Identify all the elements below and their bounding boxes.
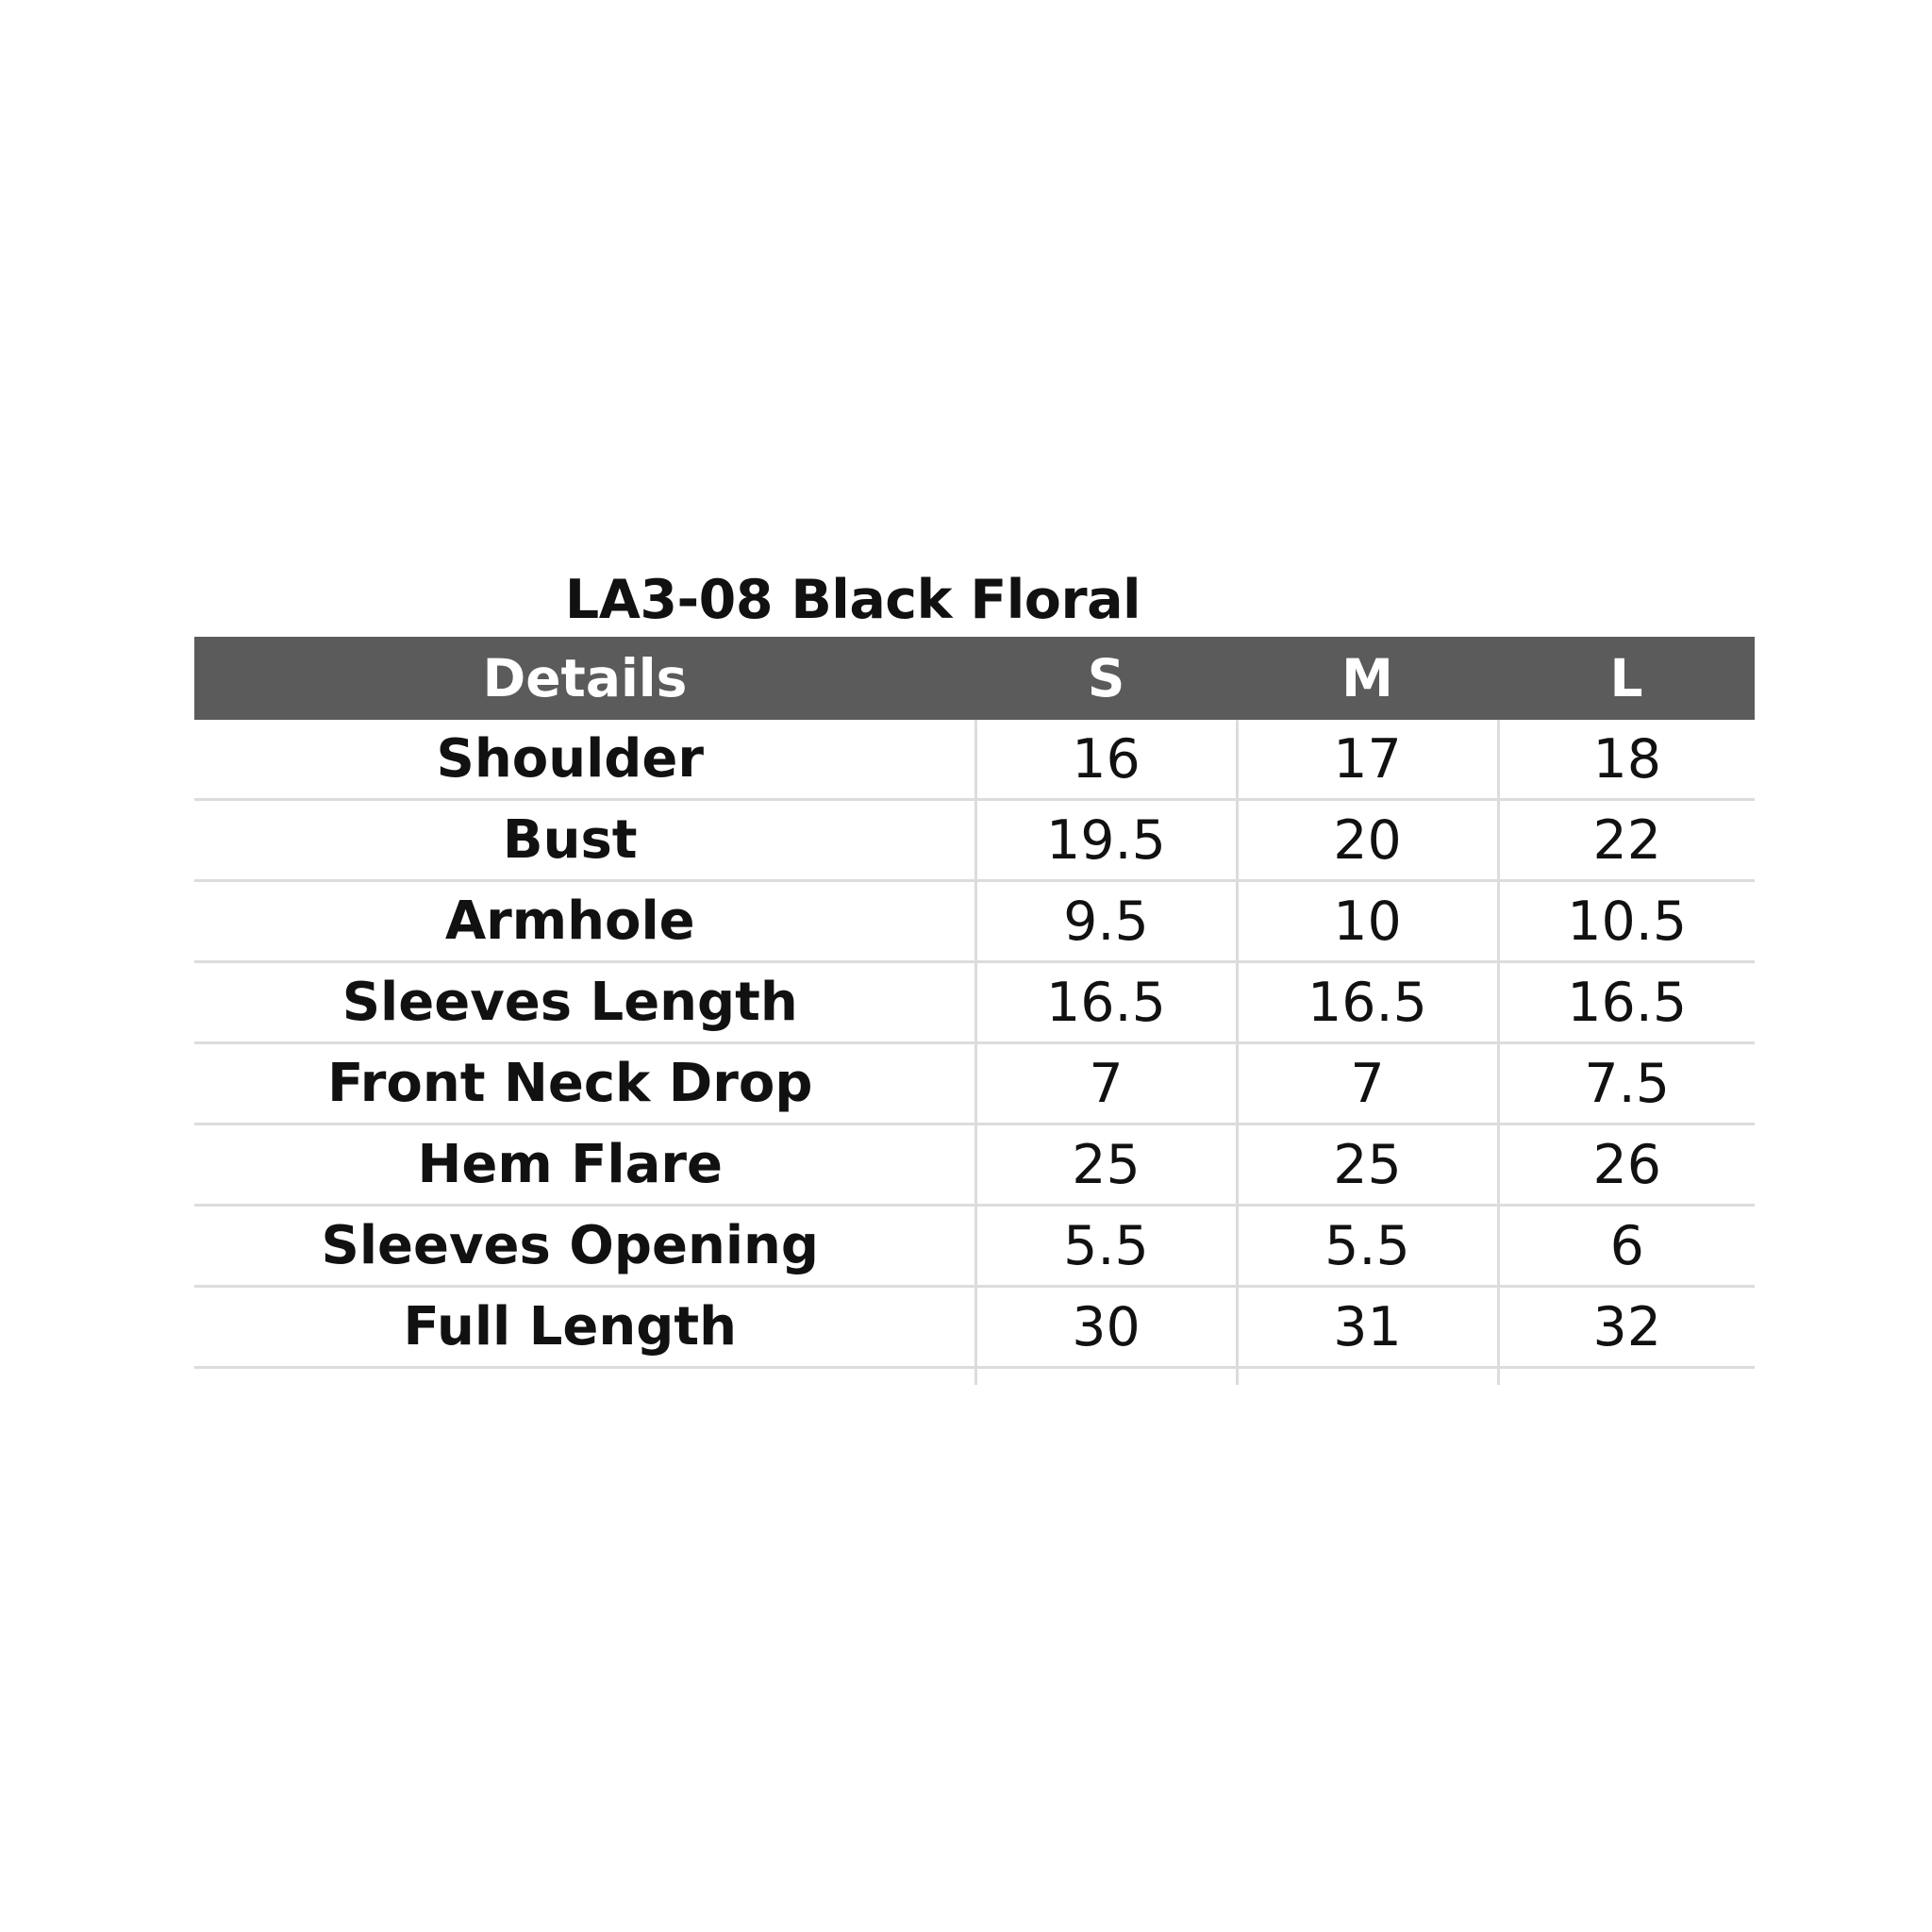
cell-size-l: 26: [1498, 1124, 1755, 1206]
header-size-s: S: [975, 637, 1237, 720]
cell-size-l: 22: [1498, 800, 1755, 881]
row-label-text: Hem Flare: [417, 1134, 724, 1195]
cell-size-l: 10.5: [1498, 881, 1755, 962]
cell-size-m: 16.5: [1237, 962, 1498, 1043]
cell-size-s: 16.5: [975, 962, 1237, 1043]
cell-size-s: 16: [975, 720, 1237, 800]
table-row: [194, 800, 1755, 881]
cell-size-m: 31: [1237, 1287, 1498, 1368]
row-label: [194, 800, 975, 881]
grid-line-tail: [1497, 1369, 1500, 1385]
cell-size-m: 17: [1237, 720, 1498, 800]
row-label: [194, 962, 975, 1043]
cell-size-l: 32: [1498, 1287, 1755, 1368]
row-label-text: Sleeves Opening: [321, 1215, 819, 1276]
cell-size-s: 19.5: [975, 800, 1237, 881]
cell-size-s: 7: [975, 1043, 1237, 1124]
cell-size-s: 30: [975, 1287, 1237, 1368]
cell-size-m: 7: [1237, 1043, 1498, 1124]
header-size-l: L: [1498, 637, 1755, 720]
cell-size-m: 5.5: [1237, 1206, 1498, 1287]
cell-size-l: 16.5: [1498, 962, 1755, 1043]
cell-size-m: 20: [1237, 800, 1498, 881]
cell-size-l: 6: [1498, 1206, 1755, 1287]
table-row: [194, 881, 1755, 962]
header-row: [194, 637, 1755, 720]
row-label-text: Shoulder: [436, 728, 704, 790]
table-row: [194, 1206, 1755, 1287]
cell-size-l: 7.5: [1498, 1043, 1755, 1124]
grid-line-tail: [974, 1369, 977, 1385]
table-row: [194, 962, 1755, 1043]
cell-size-s: 5.5: [975, 1206, 1237, 1287]
size-chart-title: LA3-08 Black Floral: [564, 569, 1141, 631]
row-label: [194, 881, 975, 962]
cell-size-m: 10: [1237, 881, 1498, 962]
table-row: [194, 720, 1755, 800]
row-label: [194, 1206, 975, 1287]
cell-size-m: 25: [1237, 1124, 1498, 1206]
row-label: [194, 720, 975, 800]
cell-size-s: 9.5: [975, 881, 1237, 962]
table-row: [194, 1043, 1755, 1124]
cell-size-s: 25: [975, 1124, 1237, 1206]
grid-line-tail: [1236, 1369, 1239, 1385]
row-label: [194, 1124, 975, 1206]
table-row: [194, 1287, 1755, 1368]
table-row: [194, 1124, 1755, 1206]
row-label-text: Front Neck Drop: [327, 1053, 813, 1114]
header-details: Details: [194, 637, 975, 720]
row-label-text: Full Length: [403, 1296, 737, 1357]
cell-size-l: 18: [1498, 720, 1755, 800]
row-label-text: Armhole: [444, 891, 695, 952]
row-label: [194, 1043, 975, 1124]
row-label: [194, 1287, 975, 1368]
row-label-text: Sleeves Length: [341, 972, 798, 1033]
size-chart-table: [194, 637, 1755, 1369]
row-label-text: Bust: [502, 809, 638, 871]
header-size-m: M: [1237, 637, 1498, 720]
